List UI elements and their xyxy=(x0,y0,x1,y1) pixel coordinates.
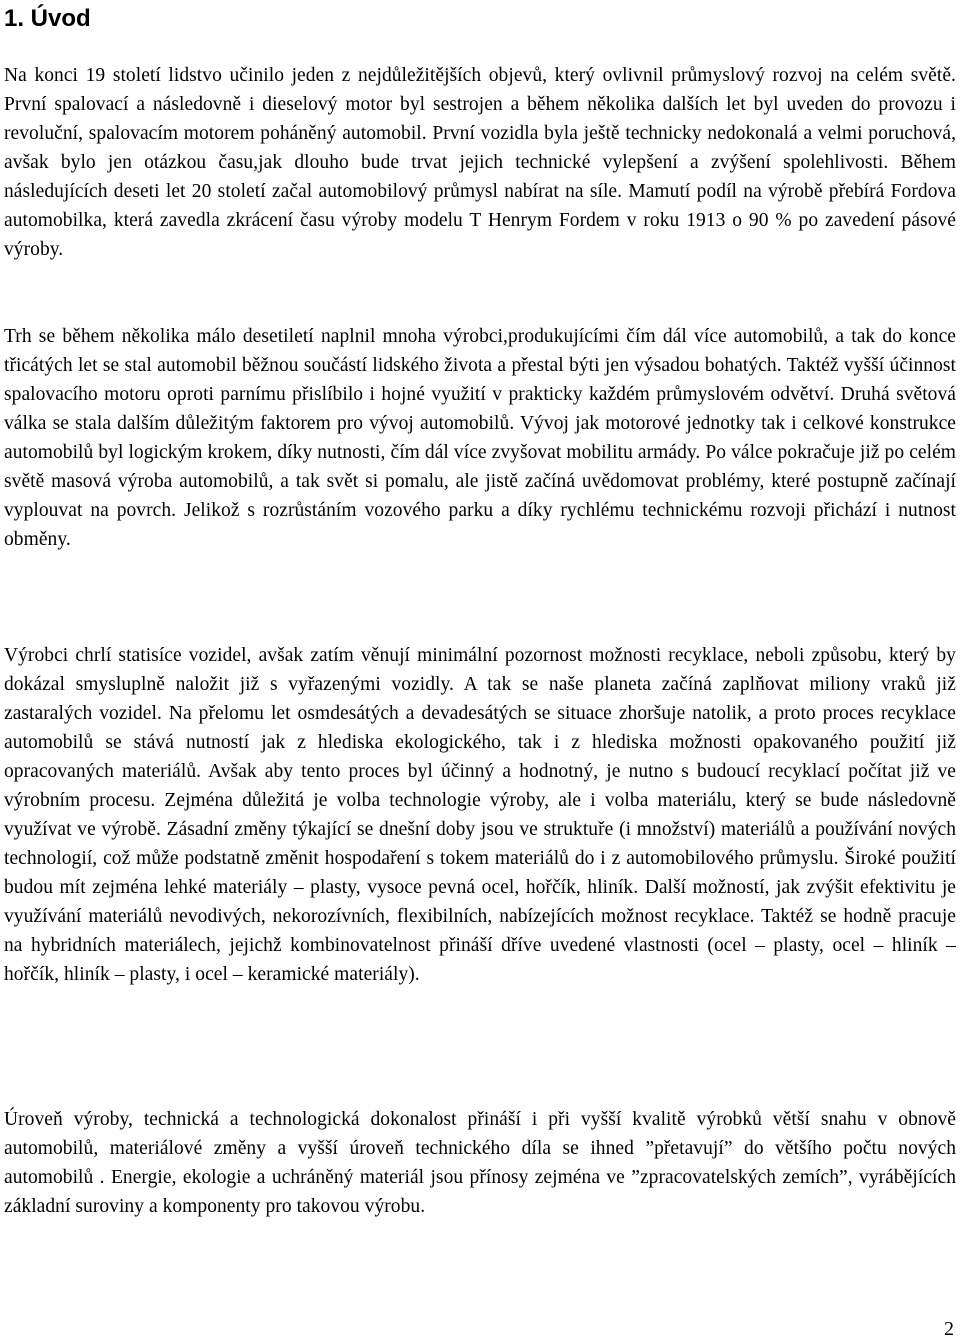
page-number: 2 xyxy=(944,1318,954,1340)
paragraph-market-growth: Trh se během několika málo desetiletí naplnil mnoha výrobci,produkujícími čím dál více automobilů, a tak do konce třicátých let se stal automobil běžnou součástí lidského života a přestal býti jen výsadou bohatých. Taktéž vyšší účinnost spalovacího motoru oproti parnímu přislíbilo i hojné využití v prakticky každém průmyslovém odvětví. Druhá světová válka se stala dalším důležitým faktorem pro vývoj automobilů. Vývoj jak motorové jednotky tak i celkové konstrukce automobilů byl logickým krokem, díky nutnosti, čím dál více zvyšovat mobilitu armády. Po válce pokračuje již po celém světě masová výroba automobilů, a tak svět si pomalu, ale jistě začíná uvědomovat problémy, které postupně začínají vyplouvat na povrch. Jelikož s rozrůstáním vozového parku a díky rychlému technickému rozvoji přichází i nutnost obměny. xyxy=(4,326,956,550)
section-heading: 1. Úvod xyxy=(4,5,91,32)
paragraph-production-level: Úroveň výroby, technická a technologická dokonalost přináší i při vyšší kvalitě výrobků větší snahu v obnově automobilů, materiálové změny a vyšší úroveň technického díla se ihned ”přetavují” do většího počtu nových automobilů . Energie, ekologie a uchráněný materiál jsou přínosy zejména ve ”zpracovatelských zemích”, vyrábějících základní suroviny a komponenty pro takovou výrobu. xyxy=(4,1109,956,1217)
paragraph-history: Na konci 19 století lidstvo učinilo jeden z nejdůležitějších objevů, který ovlivnil průmyslový rozvoj na celém světě. První spalovací a následovně i dieselový motor byl sestrojen a během několika dalších let byl uveden do provozu i revoluční, spalovacím motorem poháněný automobil. První vozidla byla ještě technicky nedokonalá a velmi poruchová, avšak bylo jen otázkou času,jak dlouho bude trvat jejich technické vylepšení a zvýšení spolehlivosti. Během následujících deseti let 20 století začal automobilový průmysl nabírat na síle. Mamutí podíl na výrobě přebírá Fordova automobilka, která zavedla zkrácení času výroby modelu T Henrym Fordem v roku 1913 o 90 % po zavedení pásové výroby. xyxy=(4,65,956,260)
paragraph-recycling: Výrobci chrlí statisíce vozidel, avšak zatím věnují minimální pozornost možnosti recyklace, neboli způsobu, který by dokázal smysluplně naložit již s vyřazenými vozidly. A tak se naše planeta začíná zaplňovat miliony vraků již zastaralých vozidel. Na přelomu let osmdesátých a devadesátých se situace zhoršuje natolik, a proto proces recyklace automobilů se stává nutností jak z hlediska ekologického, tak i z hlediska možnosti opakovaného použití již opracovaných materiálů. Avšak aby tento proces byl účinný a hodnotný, je nutno s budoucí recyklací počítat již ve výrobním procesu. Zejména důležitá je volba technologie výroby, ale i volba materiálu, který se bude následovně využívat ve výrobě. Zásadní změny týkající se dnešní doby jsou ve struktuře (i množství) materiálů a používání nových technologií, což může podstatně změnit hospodaření s tokem materiálů do i z automobilového průmyslu. Široké použití budou mít zejména lehké materiály – plasty, vysoce pevná ocel, hořčík, hliník. Další možností, jak zvýšit efektivitu je využívání materiálů nevodivých, nekorozívních, flexibilních, nabízejících možnost recyklace. Taktéž se hodně pracuje na hybridních materiálech, jejichž kombinovatelnost přináší dříve uvedené vlastnosti (ocel – plasty, ocel – hliník – hořčík, hliník – plasty, i ocel – keramické materiály). xyxy=(4,645,956,985)
